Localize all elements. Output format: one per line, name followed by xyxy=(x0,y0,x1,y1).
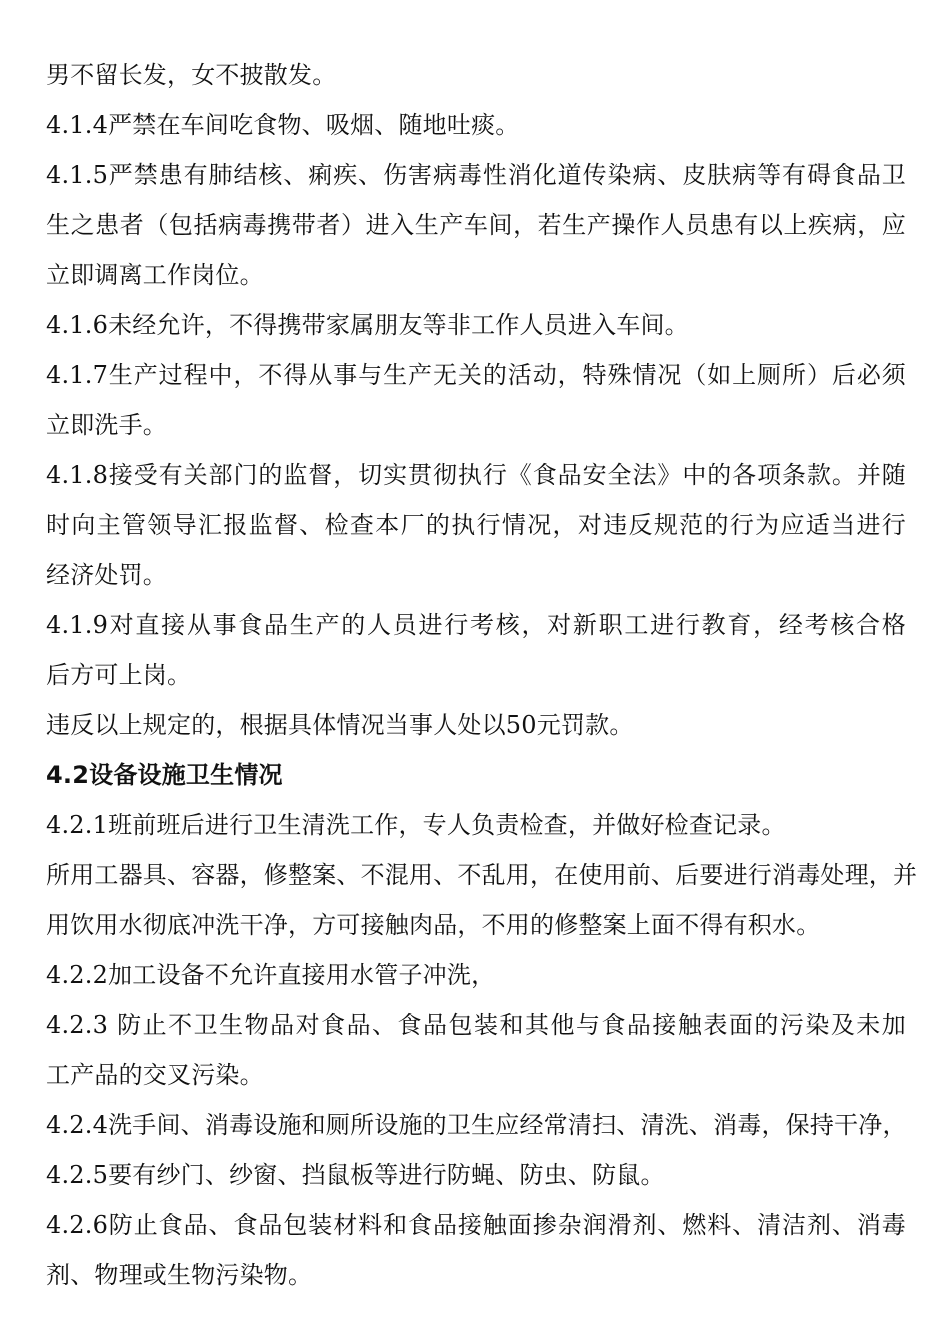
text-line: 4.2.1班前班后进行卫生清洗工作，专人负责检查，并做好检查记录。 xyxy=(46,811,786,839)
text-line: 所用工器具、容器，修整案、不混用、不乱用，在使用前、后要进行消毒处理，并 xyxy=(46,861,918,889)
text-line: 4.1.5严禁患有肺结核、痢疾、伤害病毒性消化道传染病、皮肤病等有碍食品卫 xyxy=(46,161,906,189)
text-line: 4.1.7生产过程中，不得从事与生产无关的活动，特殊情况（如上厕所）后必须 xyxy=(46,361,906,389)
text-line: 4.1.4严禁在车间吃食物、吸烟、随地吐痰。 xyxy=(46,111,520,139)
text-line: 4.2.3 防止不卫生物品对食品、食品包装和其他与食品接触表面的污染及未加 xyxy=(46,1011,906,1039)
text-line: 男不留长发，女不披散发。 xyxy=(46,61,337,89)
text-line: 经济处罚。 xyxy=(46,561,167,589)
text-line: 4.1.6未经允许，不得携带家属朋友等非工作人员进入车间。 xyxy=(46,311,689,339)
text-line: 生之患者（包括病毒携带者）进入生产车间，若生产操作人员患有以上疾病，应 xyxy=(46,211,906,239)
text-line: 4.2.5要有纱门、纱窗、挡鼠板等进行防蝇、防虫、防鼠。 xyxy=(46,1161,665,1189)
text-line: 违反以上规定的，根据具体情况当事人处以50元罚款。 xyxy=(46,711,634,739)
text-line: 4.2.2加工设备不允许直接用水管子冲洗， xyxy=(46,961,496,989)
text-line: 4.2.4洗手间、消毒设施和厕所设施的卫生应经常清扫、清洗、消毒，保持干净， xyxy=(46,1111,907,1139)
text-line: 立即调离工作岗位。 xyxy=(46,261,264,289)
text-line: 工产品的交叉污染。 xyxy=(46,1061,264,1089)
text-line: 剂、物理或生物污染物。 xyxy=(46,1261,313,1289)
text-line: 后方可上岗。 xyxy=(46,661,192,689)
text-line: 时向主管领导汇报监督、检查本厂的执行情况，对违反规范的行为应适当进行 xyxy=(46,511,906,539)
section-heading: 4.2设备设施卫生情况 xyxy=(46,761,283,789)
document-page xyxy=(46,50,918,1300)
text-line: 4.1.8接受有关部门的监督，切实贯彻执行《食品安全法》中的各项条款。并随 xyxy=(46,461,906,489)
text-line: 4.1.9对直接从事食品生产的人员进行考核，对新职工进行教育，经考核合格 xyxy=(46,611,906,639)
text-line: 立即洗手。 xyxy=(46,411,167,439)
text-line: 用饮用水彻底冲洗干净，方可接触肉品，不用的修整案上面不得有积水。 xyxy=(46,911,821,939)
text-line: 4.2.6防止食品、食品包装材料和食品接触面掺杂润滑剂、燃料、清洁剂、消毒 xyxy=(46,1211,906,1239)
